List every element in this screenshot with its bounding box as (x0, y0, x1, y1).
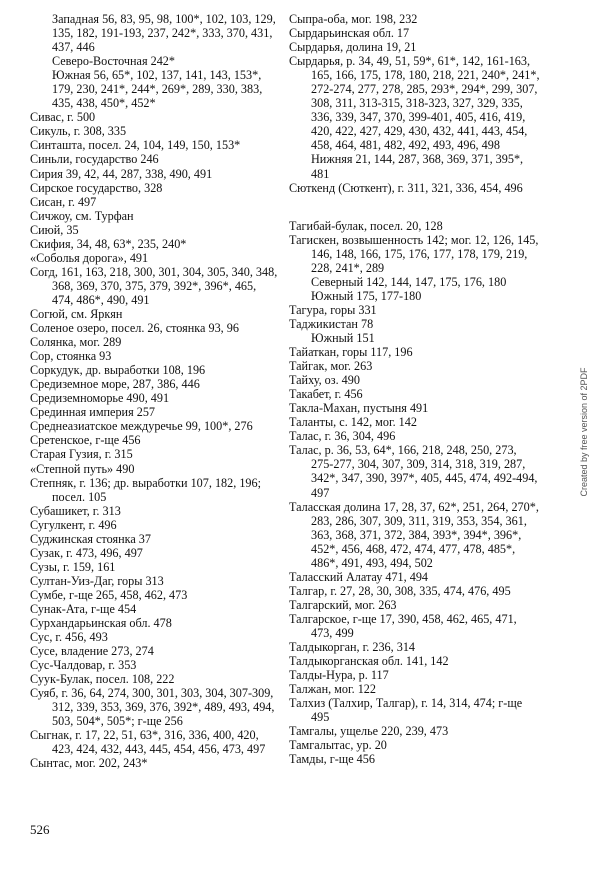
index-entry: Талас, р. 36, 53, 64*, 166, 218, 248, 250, 273, 275-277, 304, 307, 309, 314, 318, 319, 287, 342*, 347, 390, 397*, 405, 445, 474, 492-494, 497 (289, 443, 541, 500)
page-number: 526 (30, 822, 50, 837)
index-entry: Сузак, г. 473, 496, 497 (30, 545, 143, 560)
index-entry: Талдыкорганская обл. 141, 142 (289, 654, 449, 669)
index-entry: Талгарский, мог. 263 (289, 597, 397, 612)
index-entry: Сурхандарьинская обл. 478 (30, 616, 172, 631)
index-entry: Сирия 39, 42, 44, 287, 338, 490, 491 (30, 166, 213, 181)
index-entry: Талхиз (Талхир, Талгар), г. 14, 314, 474; г-ще 495 (289, 696, 526, 725)
index-entry: Тамгалы, ущелье 220, 239, 473 (289, 724, 449, 739)
index-entry: Сретенское, г-ще 456 (30, 433, 141, 448)
index-entry: Срединная империя 257 (30, 405, 156, 420)
index-subentry: Южный 175, 177-180 (311, 288, 422, 303)
index-entry: Тамды, г-ще 456 (289, 752, 375, 767)
index-entry: «Соболья дорога», 491 (30, 250, 149, 265)
index-entry: Сирское государство, 328 (30, 180, 163, 195)
index-entry: Сунак-Ата, г-ще 454 (30, 601, 137, 616)
index-entry: Субашикет, г. 313 (30, 503, 121, 518)
index-entry: Талгар, г. 27, 28, 30, 308, 335, 474, 476, 495 (289, 583, 511, 598)
index-entry: Таласский Алатау 471, 494 (289, 569, 429, 584)
index-entry: Степняк, г. 136; др. выработки 107, 182, 196; посел. 105 (30, 475, 265, 504)
index-entry: Сор, стоянка 93 (30, 349, 112, 364)
index-subentry: Южный 151 (311, 330, 375, 345)
index-entry: Сырдарья, долина 19, 21 (289, 40, 417, 55)
index-entry: Согд, 161, 163, 218, 300, 301, 304, 305, 340, 348, 368, 369, 370, 375, 379, 392*, 396*, 465, 474, 486*, 490, 491 (30, 264, 281, 307)
index-entry: Сыгнак, г. 17, 22, 51, 63*, 316, 336, 400, 420, 423, 424, 432, 443, 445, 454, 456, 473, 497 (30, 728, 266, 757)
index-entry: «Степной путь» 490 (30, 461, 135, 476)
index-subentry: Северный 142, 144, 147, 175, 176, 180 (311, 274, 507, 289)
index-entry: Сыпра-оба, мог. 198, 232 (289, 12, 418, 26)
index-entry: Сус-Чалдовар, г. 353 (30, 658, 137, 673)
column-spacer (289, 195, 541, 219)
index-entry: Тагура, горы 331 (289, 302, 377, 317)
index-entry: Среднеазиатское междуречье 99, 100*, 276 (30, 419, 253, 434)
index-entry: Сивас, г. 500 (30, 110, 96, 125)
index-entry: Талдыкорган, г. 236, 314 (289, 640, 416, 655)
index-entry: Сиюй, 35 (30, 222, 79, 237)
index-entry: Суяб, г. 36, 64, 274, 300, 301, 303, 304, 307-309, 312, 339, 353, 369, 376, 392*, 489, 493, 494, 503, 504*, 505*; г-ще 256 (30, 686, 278, 729)
index-entry: Сузы, г. 159, 161 (30, 559, 116, 574)
index-entry: Старая Гузия, г. 315 (30, 447, 133, 462)
index-entry: Сумбе, г-ще 265, 458, 462, 473 (30, 587, 188, 602)
index-entry: Сюткенд (Сюткент), г. 311, 321, 336, 454, 496 (289, 180, 523, 195)
watermark-note: Created by free version of 2PDF (579, 367, 589, 497)
index-entry: Такла-Махан, пустыня 491 (289, 401, 429, 416)
index-entry: Такабет, г. 456 (289, 387, 363, 402)
index-entry: Суджинская стоянка 37 (30, 531, 151, 546)
index-entry: Средиземноморье 490, 491 (30, 391, 170, 406)
index-entry: Соркудук, др. выработки 108, 196 (30, 363, 206, 378)
index-entry: Синташта, посел. 24, 104, 149, 150, 153* (30, 138, 241, 153)
index-entry: Сырдарьинская обл. 17 (289, 26, 410, 41)
index-entry: Средиземное море, 287, 386, 446 (30, 377, 200, 392)
index-entry: Талас, г. 36, 304, 496 (289, 429, 396, 444)
index-entry: Талгарское, г-ще 17, 390, 458, 462, 465, 471, 473, 499 (289, 611, 520, 640)
index-entry: Тайгак, мог. 263 (289, 359, 373, 374)
index-column-left (30, 12, 281, 771)
index-entry: Сичжоу, см. Турфан (30, 208, 134, 223)
index-subentry: Нижняя 21, 144, 287, 368, 369, 371, 395*, 481 (311, 152, 527, 181)
index-entry: Солянка, мог. 289 (30, 335, 122, 350)
index-entry: Тайаткан, горы 117, 196 (289, 345, 413, 360)
index-entry: Таланты, с. 142, мог. 142 (289, 415, 417, 430)
index-entry: Тамгалытас, ур. 20 (289, 738, 387, 753)
index-entry: Суук-Булак, посел. 108, 222 (30, 672, 175, 687)
index-entry: Согюй, см. Яркян (30, 306, 123, 321)
index-entry: Соленое озеро, посел. 26, стоянка 93, 96 (30, 321, 239, 336)
index-entry: Тагискен, возвышенность 142; мог. 12, 126, 145, 146, 148, 166, 175, 176, 177, 178, 179, 219, 228, 241*, 289 (289, 232, 542, 275)
index-entry: Сусе, владение 273, 274 (30, 644, 154, 659)
index-entry: Тайху, оз. 490 (289, 373, 360, 388)
index-column-right (289, 12, 541, 766)
index-entry: Синьли, государство 246 (30, 152, 159, 167)
index-entry: Сисан, г. 497 (30, 194, 97, 209)
index-entry: Таджикистан 78 (289, 316, 374, 331)
index-entry: Сикуль, г. 308, 335 (30, 124, 127, 139)
index-entry: Сугулкент, г. 496 (30, 517, 117, 532)
index-entry: Сус, г. 456, 493 (30, 630, 108, 645)
index-entry: Султан-Уиз-Даг, горы 313 (30, 573, 164, 588)
index-subentry: Северо-Восточная 242* (52, 54, 175, 69)
index-subentry: Западная 56, 83, 95, 98, 100*, 102, 103, 129, 135, 182, 191-193, 237, 242*, 333, 370, 431, 437, 446 (52, 12, 279, 55)
index-entry: Талды-Нура, р. 117 (289, 668, 389, 683)
index-subentry: Южная 56, 65*, 102, 137, 141, 143, 153*, 179, 230, 241*, 244*, 269*, 289, 330, 383, 435, 438, 450*, 452* (52, 68, 266, 111)
index-entry: Скифия, 34, 48, 63*, 235, 240* (30, 236, 187, 251)
index-entry: Сырдарья, р. 34, 49, 51, 59*, 61*, 142, 161-163, 165, 166, 175, 178, 180, 218, 221, 240*, 241*, 272-274, 277, 278, 285, 293*, 294*, 299, 307, 308, 311, 313-315, 318-323, 327, 329, 335, 336, 339, 347, 370, 399-401, 405, 416, 419, 420, 422, 427, 429, 430, 432, 441, 443, 454, 458, 464, 481, 482, 492, 493, 496, 498 (289, 54, 543, 153)
index-entry: Тагибай-булак, посел. 20, 128 (289, 218, 443, 233)
index-entry: Талжан, мог. 122 (289, 682, 376, 697)
index-entry: Таласская долина 17, 28, 37, 62*, 251, 264, 270*, 283, 286, 307, 309, 311, 319, 353, 354, 361, 363, 368, 371, 372, 384, 393*, 394*, 396*, 452*, 456, 468, 472, 474, 477, 478, 485*, 486*, 491, 493, 494, 502 (289, 499, 542, 570)
index-entry: Сынтас, мог. 202, 243* (30, 756, 148, 771)
